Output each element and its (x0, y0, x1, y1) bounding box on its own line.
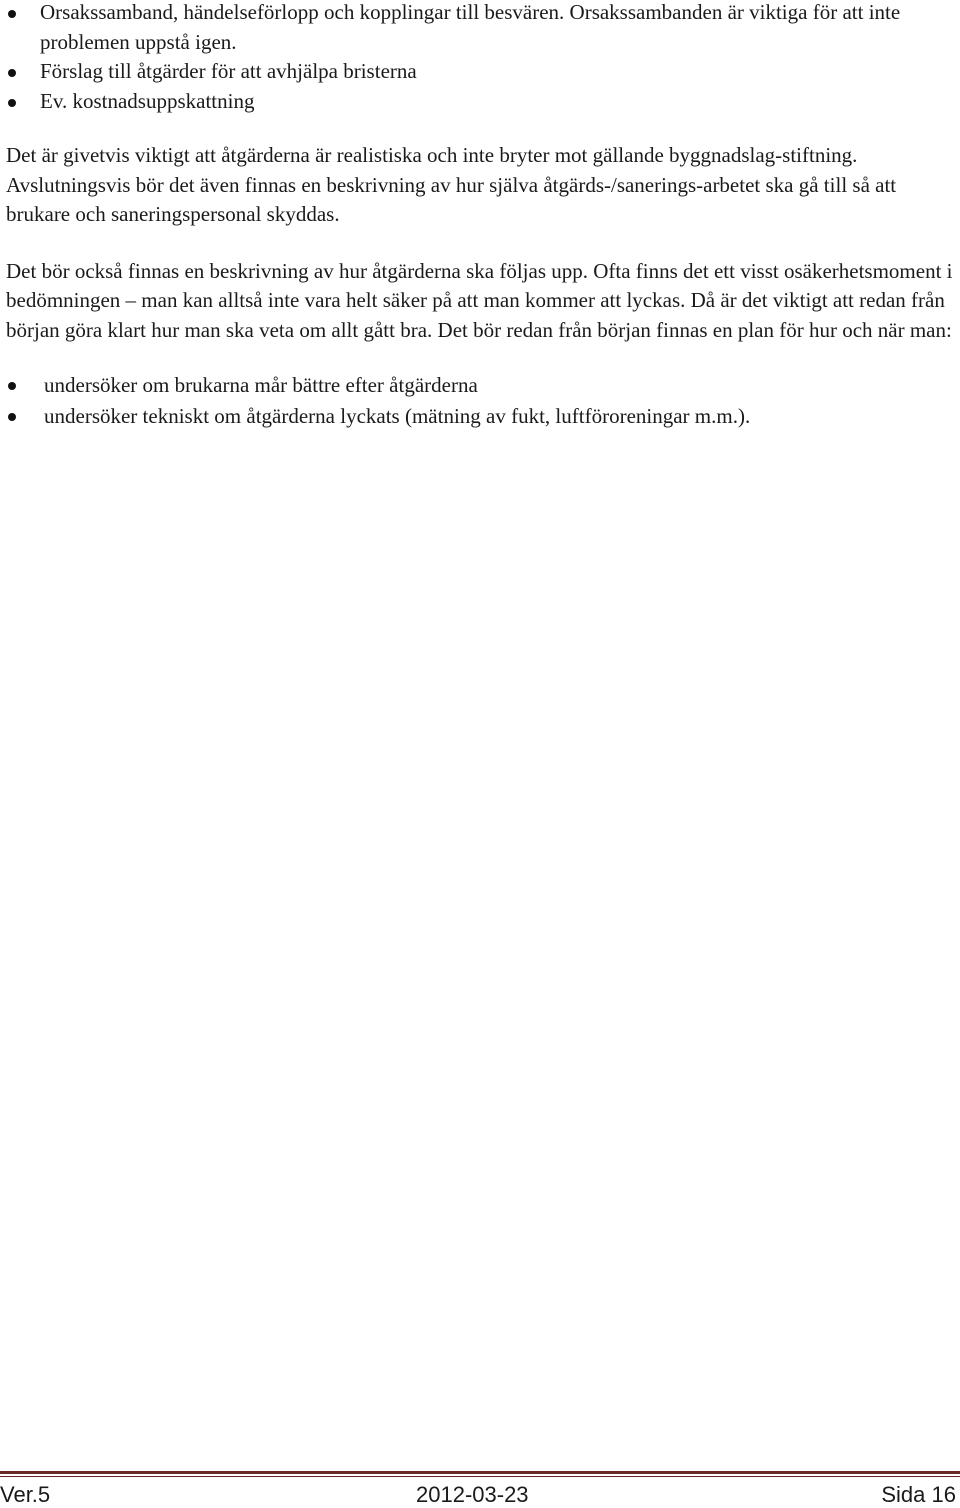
footer-page-number: Sida 16 (881, 1482, 956, 1507)
bullet-icon (8, 413, 16, 421)
bullet-icon (8, 382, 16, 390)
list-item-text: Förslag till åtgärder för att avhjälpa bristerna (40, 59, 417, 83)
bullet-icon (8, 99, 16, 107)
list-item-text: Orsakssamband, händelseförlopp och kopplingar till besvären. Orsakssambanden är viktiga för att inte problemen uppstå igen. (40, 0, 901, 54)
list-item (6, 0, 954, 57)
page-content (6, 0, 954, 432)
footer-divider (0, 1471, 960, 1474)
bullet-icon (8, 69, 16, 77)
list-item (6, 57, 954, 87)
follow-up-bullet-list (6, 370, 954, 432)
footer-divider-thin (0, 1476, 960, 1477)
list-item (6, 370, 954, 401)
list-item-text: undersöker om brukarna mår bättre efter åtgärderna (44, 372, 478, 397)
page-footer (0, 1479, 956, 1507)
list-item (6, 401, 954, 432)
list-item-text: Ev. kostnadsuppskattning (40, 88, 255, 113)
paragraph-realistic-measures: Det är givetvis viktigt att åtgärderna är realistiska och inte bryter mot gällande byggnadslag-stiftning. Avslutningsvis bör det även finnas en beskrivning av hur själva åtgärds-/sanerings-arbetet ska gå till så att brukare och saneringspersonal skyddas. (6, 143, 897, 227)
paragraph-follow-up: Det bör också finnas en beskrivning av hur åtgärderna ska följas upp. Ofta finns det ett visst osäkerhetsmoment i bedömningen – man kan alltså inte vara helt säker på att man kommer att lyckas. Då är det viktigt att redan från början göra klart hur man ska veta om allt gått bra. Det bör redan från början finnas en plan för hur och när man: (6, 258, 953, 342)
requirements-bullet-list (6, 0, 954, 116)
footer-date: 2012-03-23 (416, 1482, 529, 1507)
list-item (6, 87, 954, 117)
bullet-icon (8, 10, 16, 18)
list-item-text: undersöker tekniskt om åtgärderna lyckats (mätning av fukt, luftföroreningar m.m.). (44, 403, 751, 428)
footer-version: Ver.5 (0, 1482, 51, 1507)
